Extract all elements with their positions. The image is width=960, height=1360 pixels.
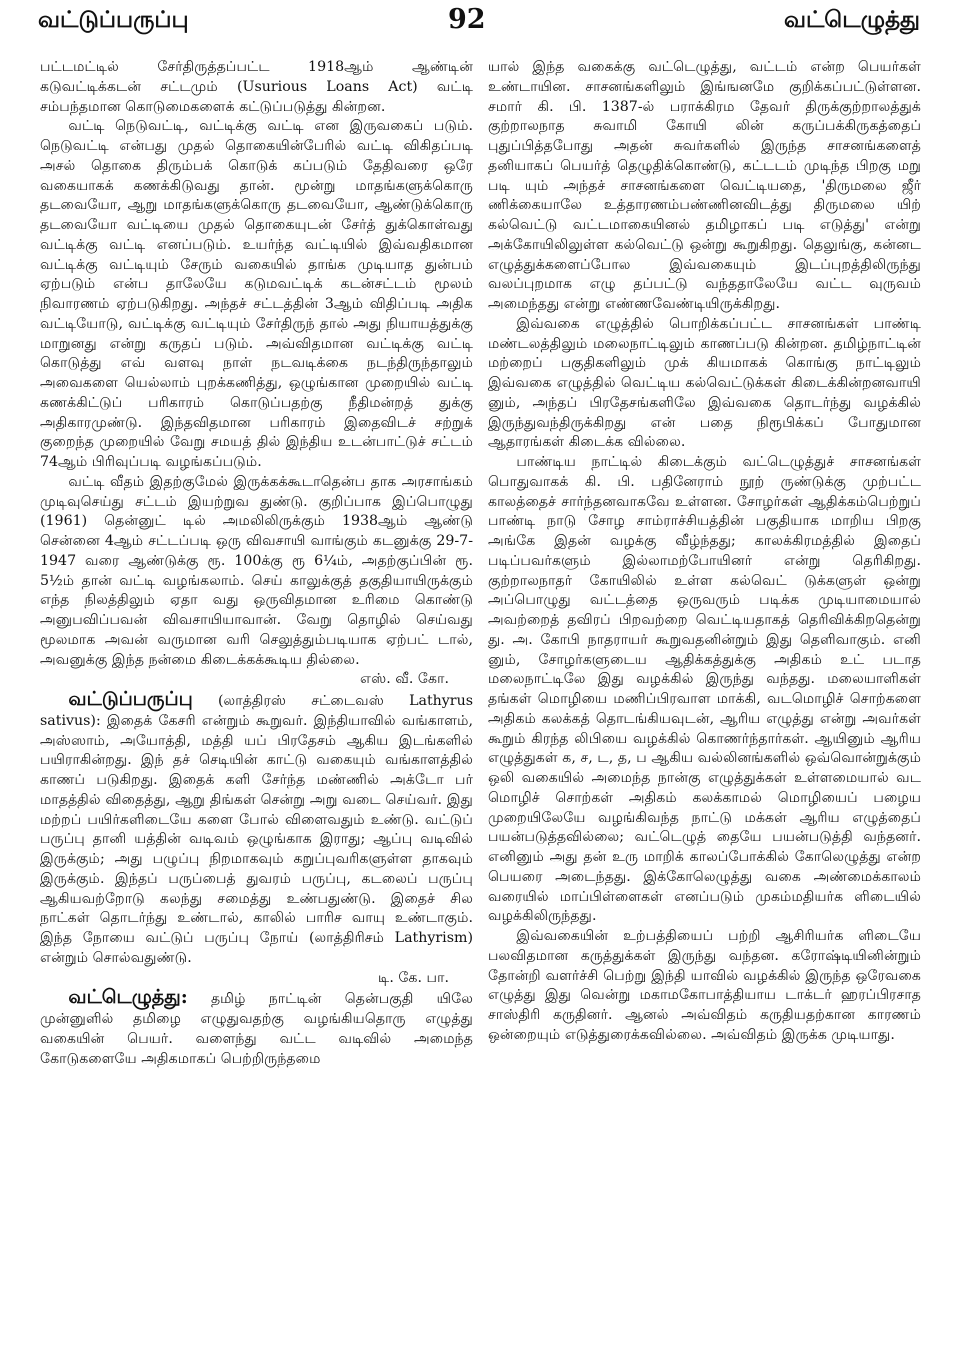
paragraph: பாண்டிய நாட்டில் கிடைக்கும் வட்டெழுத்துச் சாசனங்கள் பொதுவாகக் கி. பி. பதினேராம் நூற் ருண்டுக்கு முற்பட்ட காலத்தைச் சார்ந்தனவாகவே உள்ளன. சோழர்கள் ஆதிக்கம்பெற்றுப் பாண்டி நாடு சோழ சாம்ராச்சியத்தின் பகுதியாக மாறிய பிறகு அங்கே இதன் வழக்கு வீழ்ந்தது; காலக்கிரமத்தில் இதைப் படிப்பவர்களும் இல்லாமற்போயினர் என்று தெரிகிறது. குற்றாலநாதர் கோயிலில் உள்ள கல்வெட் டுக்களுள் ஒன்று அப்பொழுது வட்டத்தை ஒருவரும் படிக்க முடியாமையால் அவற்றைத் தவிரப் பிறவற்றை வெட்டியதாகத் தெரிவிக்கிறதென்று து. அ. கோபி நாதராயர் கூறுவதனின்றும் இது தெளிவாகும். எனி னும், சோழர்களுடைய ஆதிக்கத்துக்கு அதிகம் உட் படாத மலைநாட்டிலே இது வழக்கில் இருந்து வந்தது. மலையாளிகள் தங்கள் மொழியை மணிப்பிரவாள மாக்கி, வடமொழிச் சொற்களை அதிகம் கலக்கத் தொடங்கியவுடன், ஆரிய எழுத்து என்று அவர்கள் கூறும் கிரந்த லிபியை வழக்கில் கொணர்ந்தார்கள். ஆயினும் ஆரிய எழுத்துகள் க, ச, ட, த, ப ஆகிய வல்லினங்களில் ஒவ்வொன்றுக்கும் ஒலி வகையில் அமைந்த நான்கு எழுத்துக்கள் உள்ளமையால் வட மொழிச் சொற்கள் அதிகம் கலக்காமல் மொழியைப் பழைய முறையிலேயே வழங்கிவந்த நாட்டு மக்கள் ஆரிய எழுத்தைப் பயன்படுத்தவில்லை; வட்டெழுத் தையே பயன்படுத்தி வந்தனர். எனினும் அது தன் உரு மாறிக் காலப்போக்கில் கோலெழுத்து என்ற பெயரை அடைந்தது. இக்கோலெழுத்து வகை அண்மைக்காலம் வரையில் மாப்பிள்ளைகள் எனப்படும் முகம்மதியர்க ளிடையில் வழக்கிலிருந்தது. [488,454,921,925]
entry-body: (லாத்திரஸ் சட்டைவஸ் Lathyrus sativus): இதைக் கேசரி என்றும் கூறுவர். இந்தியாவில் வங்காளம், அஸ்ஸாம், அயோத்தி, மத்தி யப் பிரதேசம் ஆகிய இடங்களில் பயிராகின்றது. இந் தச் செடியின் காட்டு வகையும் வங்காளத்தில் காணப் படுகிறது. இதைக் களி சேர்ந்த மண்ணில் அக்டோ பர் மாதத்தில் விதைத்து, ஆறு திங்கள் சென்று அறு வடை செய்வர். இது மற்றப் பயிர்களிடையே களை போல் விளைவதும் உண்டு. வட்டுப் பருப்பு தானி யத்தின் வடிவம் ஒழுங்காக இராது; ஆப்பு வடிவில் இருக்கும்; அது பழுப்பு நிறமாகவும் கறுப்புவரிகளுள்ள தாகவும் இருக்கும். இந்தப் பருப்பைத் துவரம் பருப்பு, கடலைப் பருப்பு ஆகியவற்றோடு கலந்து சமைத்து உண்பதுண்டு. இதைச் சில நாட்கள் தொடர்ந்து உண்டால், காலில் பாரிச வாயு உண்டாகும். இந்த நோயை வட்டுப் பருப்பு நோய் (லாத்திரிசம் Lathyrism) என்றும் சொல்வதுண்டு. [40,693,473,966]
paragraph: இவ்வகையின் உற்பத்தியைப் பற்றி ஆசிரியர்க ளிடையே பலவிதமான கருத்துக்கள் இருந்து வந்தன. கரோஷ்டியினின்றும் தோன்றி வளர்ச்சி பெற்று இந்தி யாவில் வழக்கில் இருந்த ஒரேவகை எழுத்து இது வென்று மகாமகோபாத்தியாய டாக்டர் ஹரப்பிரசாத சாஸ்திரி கருதினர். ஆனல் அவ்விதம் கருதியதற்கான காரணம் ஒன்றையும் எடுத்துரைக்கவில்லை. அவ்விதம் இருக்க முடியாது. [488,928,921,1043]
entry-headword: வட்டுப்பருப்பு [68,688,193,710]
header-left-title: வட்டுப்பருப்பு [38,6,189,33]
author-signature: டி. கே. பா. [378,969,449,986]
entry-body: தமிழ் நாட்டின் தென்பகுதி யிலே முன்னுளில் தமிழை எழுதுவதற்கு வழங்கியதொரு எழுத்து வகையின் பெயர். வளைந்து வட்ட வடிவில் அமைந்த கோடுகளையே அதிகமாகப் பெற்றிருந்தமை [40,991,473,1067]
paragraph: வட்டி வீதம் இதற்குமேல் இருக்கக்கூடாதென்ப தாக அரசாங்கம் முடிவுசெய்து சட்டம் இயற்றுவ துண்டு. குறிப்பாக இப்பொழுது (1961) தென்னுட் டில் அமலிலிருக்கும் 1938ஆம் ஆண்டு சென்னை 4ஆம் சட்டப்படி ஒரு விவசாயி வாங்கும் கடனுக்கு 29-7-1947 வரை ஆண்டுக்கு ரூ. 100க்கு ரூ 6¼ம், அதற்குப்பின் ரூ. 5½ம் தான் வட்டி வழங்கலாம். செய் காலுக்குத் தகுதியாயிருக்கும் எந்த நிலத்திலும் ஏதா வது ஒருவிதமான உரிமை கொண்டு அனுபவிப்பவன் விவசாயியாவான். வேறு தொழில் செய்வது மூலமாக அவன் வருமான வரி செலுத்தும்படியாக ஏற்பட் டால், அவனுக்கு இந்த நன்மை கிடைக்கக்கூடிய தில்லை. [40,473,473,668]
author-signature: எஸ். வீ. கோ. [360,671,449,688]
left-column [40,58,473,1348]
page-number: 92 [448,4,486,35]
header-right-title: வட்டெழுத்து [783,6,920,33]
entry-vattupparuppu [40,690,473,969]
entry-headword: வட்டெழுத்து: [68,986,188,1009]
paragraph: யால் இந்த வகைக்கு வட்டெழுத்து, வட்டம் என்ற பெயர்கள் உண்டாயின. சாசனங்களிலும் இங்ஙனமே குறிக்கப்பட்டுள்ளன. சமார் கி. பி. 1387-ல் பராக்கிரம தேவர் திருக்குற்றாலத்துக் குற்றாலநாத சுவாமி கோயி லின் கருப்பக்கிருகத்தைப் புதுப்பித்தபோது அதன் சுவர்களில் இருந்த சாசனங்களைத் தனியாகப் பெயர்த் தெழுதிக்கொண்டு, கட்டடம் முடிந்த பிறகு மறு படி யும் அந்தச் சாசனங்களை வெட்டியதை, 'திருமலை ஜீர் ணிக்கையாலே உத்தாரணம்பண்ணினவிடத்து திருமலை யிற் கல்வெட்டு வட்டமாகையினல் தமிழாகப் படி எடுத்து' என்று அக்கோயிலிலுள்ள கல்வெட்டு ஒன்று கூறுகிறது. தெலுங்கு, கன்னட எழுத்துக்களைப்போல இவ்வகையும் இடப்புறத்திலிருந்து வலப்புறமாக எழு தப்பட்டு வந்ததாலேயே வட்ட வுருவம் அமைந்தது என்று எண்ணவேண்டியிருக்கிறது. [488,59,921,312]
entry-vatteluttu [40,988,473,1069]
paragraph: வட்டி நெடுவட்டி, வட்டிக்கு வட்டி என இருவகைப் படும். நெடுவட்டி என்பது முதல் தொகையின்பேரில் வட்டி விகிதப்படி அசல் தொகை திரும்பக் கொடுக் கப்படும் தேதிவரை ஒரே வகையாகக் கணக்கிடுவது தான். மூன்று மாதங்களுக்கொரு தடவையோ, ஆறு மாதங்களுக்கொரு தடவையோ, ஆண்டுக்கொரு தடவையோ வட்டியை முதல் தொகையுடன் சேர்த் துக்கொள்வது வட்டிக்கு வட்டி எனப்படும். உயர்ந்த வட்டியில் இவ்வதிகமான வட்டிக்கு வட்டியும் சேரும் வகையில் தாங்க முடியாத துன்பம் ஏற்படும் என்ப தாலேயே கடுமவட்டிக் கடன்சட்டம் மூலம் நிவாரணம் ஏற்படுகிறது. அந்தச் சட்டத்தின் 3ஆம் விதிப்படி அதிக வட்டியோடு, வட்டிக்கு வட்டியும் சேர்திருந் தால் அது நியாயத்துக்கு மாறுனது என்று கருதப் படும். அவ்விதமான வட்டிக்கு வட்டி கொடுத்து எவ் வளவு நாள் நடவடிக்கை நடந்திருந்தாலும் அவைகளை யெல்லாம் புறக்கணித்து, ஒழுங்கான முறையில் வட்டி கணக்கிட்டுப் பரிகாரம் கொடுப்பதற்கு நீதிமன்றத் துக்கு அதிகாரமுண்டு. இந்தவிதமான பரிகாரம் இதைவிடச் சற்றுக் குறைந்த முறையில் வேறு சமயத் தில் இந்திய உடன்பாட்டுச் சட்டம் 74ஆம் பிரிவுப்படி வழங்கப்படும். [40,118,473,470]
right-column [488,58,921,1348]
paragraph: பட்டமட்டில் சேர்திருத்தப்பட்ட 1918ஆம் ஆண்டின் கடுவட்டிக்கடன் சட்டமும் (Usurious Loans Act) வட்டி சம்பந்தமான கொடுமைகளைக் கட்டுப்படுத்து கின்றன. [40,59,473,115]
paragraph: இவ்வகை எழுத்தில் பொறிக்கப்பட்ட சாசனங்கள் பாண்டி மண்டலத்திலும் மலைநாட்டிலும் காணப்படு கின்றன. தமிழ்நாட்டின் மற்றைப் பகுதிகளிலும் முக் கியமாகக் கொங்கு நாட்டிலும் இவ்வகை எழுத்தில் வெட்டிய கல்வெட்டுக்கள் கிடைக்கின்றனவாயி னும், அந்தப் பிரதேசங்களிலே இவ்வகை தொடர்ந்து வழக்கில் இருந்துவந்திருக்கிறது என் பதை நிரூபிக்கப் போதுமான ஆதாரங்கள் கிடைக்க வில்லை. [488,315,921,451]
